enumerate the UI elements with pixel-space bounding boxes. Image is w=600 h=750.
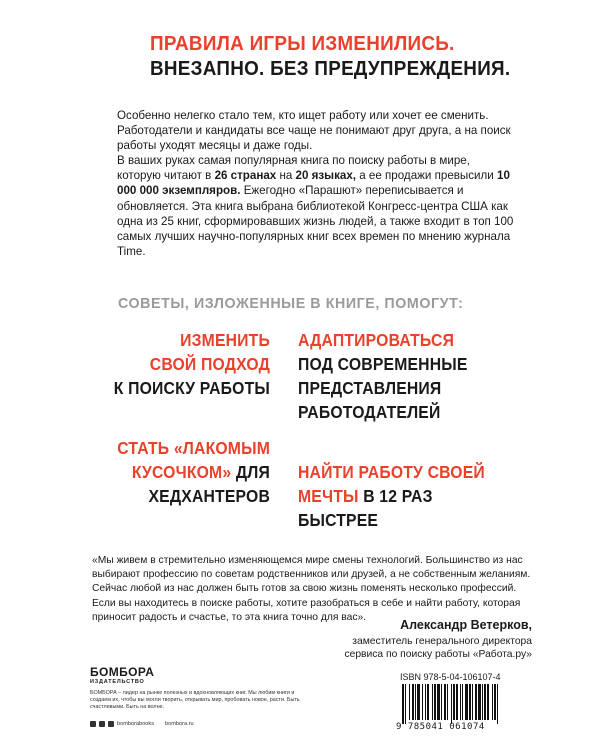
tip-2-red-line: АДАПТИРОВАТЬСЯ [298,330,455,350]
intro-text-span: на [276,169,296,183]
intro-highlight-countries: 26 странах [214,169,277,183]
barcode-bar [451,684,452,724]
barcode-bar [456,684,458,720]
youtube-icon [99,721,105,727]
tip-4-red-line-1: НАЙТИ РАБОТУ СВОЕЙ [298,462,485,482]
headline-line-1: ПРАВИЛА ИГРЫ ИЗМЕНИЛИСЬ. [150,32,455,55]
barcode-bar [465,684,468,720]
publisher-subtitle: ИЗДАТЕЛЬСТВО [90,679,145,685]
tip-4-red-line-2: МЕЧТЫ [298,486,359,506]
vk-icon [90,721,96,727]
barcode-bar [460,684,461,720]
barcode-bar [472,684,473,720]
barcode-bar [415,684,416,720]
tip-2-black-line-1: ПОД СОВРЕМЕННЫЕ [298,354,468,374]
tip-3-black-line: ХЕДХАНТЕРОВ [148,486,270,506]
author-role-line-1: заместитель генерального директора [352,636,532,647]
publisher-name: БОМБОРА [90,665,155,679]
tip-dream-job [298,460,532,532]
barcode-bar [447,684,448,720]
intro-highlight-languages: 20 языках, [295,169,356,183]
headline [150,32,570,82]
barcode-bar [469,684,471,720]
publisher-logo [90,666,154,686]
tip-1-red-line-1: ИЗМЕНИТЬ [180,330,270,350]
barcode-bar [497,684,498,724]
intro-text-span: Ежегодно «Парашют» переписывается и обновляется. Эта книга выбрана библиотекой Конгресс-центра США как одна из 25 книг, сформировавших жизнь людей, а также входит в топ 100 самых лучших научно-популярных книг всех времен по мнению журнала Time. [117,184,514,258]
tip-2-black-line-3: РАБОТОДАТЕЛЕЙ [298,402,441,422]
barcode-bar [405,684,406,724]
barcode-bar [492,684,493,720]
tip-4-black-line: БЫСТРЕЕ [298,510,379,530]
barcode-bar [402,684,404,724]
barcode-bar [494,684,496,720]
barcode-bar [409,684,410,720]
barcode-bar [434,684,436,720]
tip-1-red-line-2: СВОЙ ПОДХОД [149,354,270,374]
barcode-bar [487,684,489,720]
barcode-bar [444,684,446,720]
barcode-digits: 9 785041 061074 [396,722,485,732]
barcode-bar [441,684,442,720]
tip-adapt [298,328,532,424]
barcode-bar [425,684,426,720]
intro-text-span: а ее продажи превысили [356,169,497,183]
barcode-bar [478,684,481,720]
barcode-bar [484,684,486,720]
social-handle: bomborabooks [117,721,155,727]
tip-1-black-line: К ПОИСКУ РАБОТЫ [113,378,270,398]
isbn-text: ISBN 978-5-04-106107-4 [400,672,501,682]
barcode-bar [417,684,420,720]
tips-heading: СОВЕТЫ, ИЗЛОЖЕННЫЕ В КНИГЕ, ПОМОГУТ: [118,295,464,312]
telegram-icon [108,721,114,727]
tip-3-red-line-2: КУСОЧКОМ» [131,462,232,482]
barcode-bar [475,684,477,720]
intro-text [117,108,517,259]
tip-headhunters [54,436,270,508]
tip-2-black-line-2: ПРЕДСТАВЛЕНИЯ [298,378,442,398]
intro-text-span: В ваших руках самая популярная книга по поиску работы в мире, которую читают в [117,154,470,183]
barcode-bar [432,684,433,720]
barcode-bar [427,684,429,720]
intro-paragraph-1: Особенно нелегко стало тем, кто ищет работу или хочет ее сменить. Работодатели и кандидаты все чаще не понимают друг друга, а на поиск работы уходят месяцы и даже годы. [117,109,511,153]
publisher-description: БОМБОРА – лидер на рынке полезных и вдохновляющих книг. Мы любим книги и создаем их, чтобы вы могли творить, открывать мир, пробовать новое, расти. Быть счастливыми. Быть на волне. [90,690,300,711]
headline-line-2: ВНЕЗАПНО. БЕЗ ПРЕДУПРЕЖДЕНИЯ. [150,57,511,80]
tip-3-red-line-1: СТАТЬ «ЛАКОМЫМ [117,438,270,458]
tip-3-line-2 [54,460,270,484]
barcode-bar [437,684,440,720]
barcode-bar [462,684,463,720]
quote-author: Александр Ветерков, [400,618,532,632]
barcode-bar [482,684,483,720]
tip-3-black-word: ДЛЯ [231,462,270,482]
tip-change-approach [54,328,270,400]
intro-paragraph-2 [117,153,517,259]
barcode-bar [453,684,455,720]
author-role-line-2: сервиса по поиску работы «Работа.ру» [344,649,532,661]
quote-text: «Мы живем в стремительно изменяющемся мире смены технологий. Большинство из нас выбирают профессию по советам родственников или друзей, а не собственным желаниям. Сейчас любой из нас должен быть готов за свою жизнь поменять несколько профессий. Если вы находитесь в поиске работы, хотите разобраться в себе и найти работу, которая приносит радость и счастье, то эта книга точно для вас». [92,555,531,623]
intro-highlight-copies: 10 000 000 экземпляров. [117,169,510,198]
quote-author-role [232,635,532,661]
publisher-social [90,721,194,727]
barcode-bar [412,684,414,720]
tip-4-black-words: В 12 РАЗ [358,486,433,506]
publisher-website: bombora.ru [165,721,194,727]
barcode-bar [422,684,423,720]
tip-4-line-2 [298,484,532,508]
